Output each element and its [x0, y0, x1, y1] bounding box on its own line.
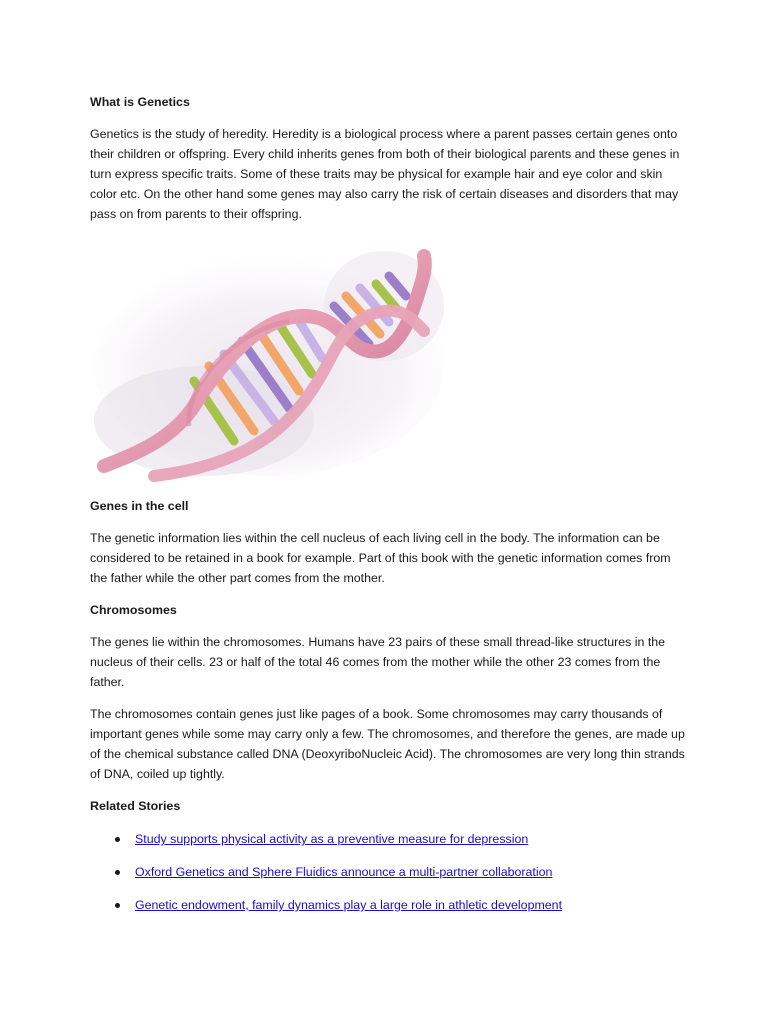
dna-helix-icon — [84, 236, 444, 486]
bullet-icon — [115, 870, 120, 875]
list-item — [90, 829, 690, 849]
list-item — [90, 895, 690, 915]
heading-chromosomes: Chromosomes — [90, 603, 177, 617]
paragraph-genes-in-the-cell: The genetic information lies within the cell nucleus of each living cell in the body. The information can be considered to be retained in a book for example. Part of this book with the genetic information comes from the father while the other part comes from the mother. — [90, 531, 671, 585]
paragraph-genetics: Genetics is the study of heredity. Heredity is a biological process where a parent passes certain genes onto their children or offspring. Every child inherits genes from both of their biological parents and these genes in turn express specific traits. Some of these traits may be physical for example hair and eye color and skin color etc. On the other hand some genes may also carry the risk of certain diseases and disorders that may pass on from parents to their offspring. — [90, 127, 680, 221]
related-link-oxford-genetics[interactable]: Oxford Genetics and Sphere Fluidics announce a multi-partner collaboration — [135, 865, 553, 879]
document-body — [90, 92, 690, 928]
bullet-icon — [115, 903, 120, 908]
paragraph-chromosomes-1: The genes lie within the chromosomes. Humans have 23 pairs of these small thread-like structures in the nucleus of their cells. 23 or half of the total 46 comes from the mother while the other 23 comes from the father. — [90, 635, 666, 689]
list-item — [90, 862, 690, 882]
related-link-depression[interactable]: Study supports physical activity as a preventive measure for depression — [135, 832, 529, 846]
heading-related-stories: Related Stories — [90, 799, 181, 813]
heading-what-is-genetics: What is Genetics — [90, 95, 190, 109]
related-stories-list — [90, 829, 690, 915]
bullet-icon — [115, 837, 120, 842]
paragraph-chromosomes-2: The chromosomes contain genes just like pages of a book. Some chromosomes may carry thousands of important genes while some may carry only a few. The chromosomes, and therefore the genes, are made up of the chemical substance called DNA (DeoxyriboNucleic Acid). The chromosomes are very long thin strands of DNA, coiled up tightly. — [90, 707, 685, 781]
related-link-athletic-development[interactable]: Genetic endowment, family dynamics play a large role in athletic development — [135, 898, 563, 912]
heading-genes-in-the-cell: Genes in the cell — [90, 499, 189, 513]
dna-helix-illustration — [84, 236, 444, 486]
